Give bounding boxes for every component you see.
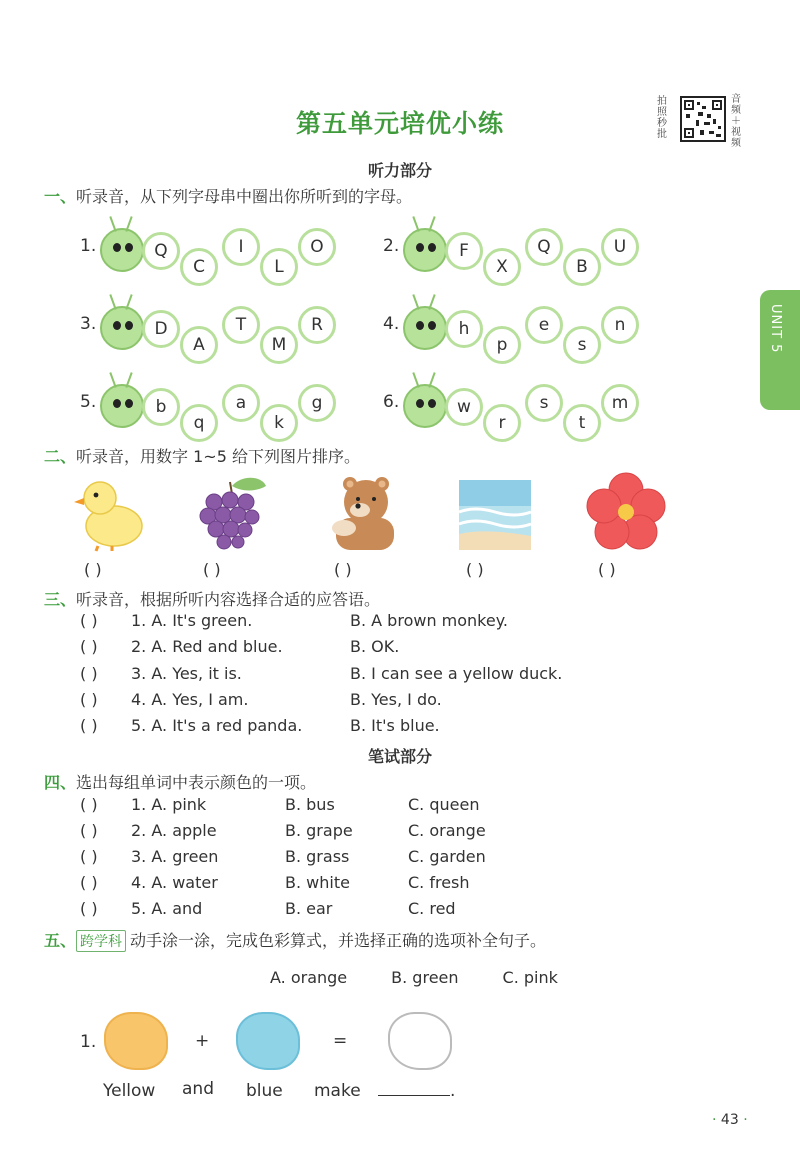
letter-circle[interactable]: M (260, 326, 298, 364)
caterpillar-head (100, 228, 144, 272)
option-a: 1. A. It's green. (131, 611, 253, 630)
section-1-number: 一、 (44, 187, 77, 206)
letter-circle[interactable]: b (142, 388, 180, 426)
word-make: make (314, 1081, 361, 1101)
answer-paren[interactable]: ( ) (80, 611, 98, 630)
answer-paren[interactable]: ( ) (80, 690, 98, 709)
answer-paren[interactable]: ( ) (80, 821, 98, 840)
letter-circle[interactable]: Q (525, 228, 563, 266)
option-b: B. grape (285, 821, 353, 840)
letter-circle[interactable]: s (563, 326, 601, 364)
qr-left-label: 拍照秒批 (657, 96, 667, 140)
section-4-instruction (44, 770, 316, 793)
caterpillar-4 (383, 306, 653, 366)
caterpillar-1 (80, 228, 350, 288)
letter-circle[interactable]: e (525, 306, 563, 344)
blue-paint-blob (236, 1012, 300, 1070)
grapes-image (192, 472, 272, 552)
duck-image (72, 472, 152, 552)
option-a: 4. A. Yes, I am. (131, 690, 249, 709)
section-2-number: 二、 (44, 447, 77, 466)
blank-paint-blob[interactable] (388, 1012, 452, 1070)
option-a: 2. A. apple (131, 821, 217, 840)
section-5-text: 动手涂一涂，完成色彩算式，并选择正确的选项补全句子。 (130, 931, 547, 950)
caterpillar-head (403, 384, 447, 428)
letter-circle[interactable]: C (180, 248, 218, 286)
caterpillar-number: 4. (383, 314, 400, 334)
caterpillar-head (100, 306, 144, 350)
letter-circle[interactable]: I (222, 228, 260, 266)
caterpillar-number: 2. (383, 236, 400, 256)
section-4-text: 选出每组单词中表示颜色的一项。 (76, 773, 317, 792)
option-a: 3. A. green (131, 847, 219, 866)
caterpillar-head (403, 228, 447, 272)
section-5-instruction (44, 928, 546, 952)
word-blue: blue (246, 1081, 283, 1101)
option-b: B. Yes, I do. (350, 690, 442, 709)
caterpillar-number: 6. (383, 392, 400, 412)
letter-circle[interactable]: n (601, 306, 639, 344)
option-c: C. garden (408, 847, 486, 866)
letter-circle[interactable]: p (483, 326, 521, 364)
option-a: 5. A. and (131, 899, 203, 918)
letter-circle[interactable]: g (298, 384, 336, 422)
letter-circle[interactable]: r (483, 404, 521, 442)
caterpillar-6 (383, 384, 653, 444)
letter-circle[interactable]: h (445, 310, 483, 348)
unit-tab[interactable] (760, 290, 800, 410)
qr-code-icon (682, 98, 724, 140)
yellow-paint-blob (104, 1012, 168, 1070)
section-1-text: 听录音，从下列字母串中圈出你所听到的字母。 (76, 187, 413, 206)
caterpillar-3 (80, 306, 350, 366)
option-c: C. red (408, 899, 456, 918)
letter-circle[interactable]: L (260, 248, 298, 286)
option-b: B. white (285, 873, 350, 892)
letter-circle[interactable]: F (445, 232, 483, 270)
answer-paren[interactable]: ( ) (80, 899, 98, 918)
equals-sign: = (333, 1031, 348, 1051)
section-4-number: 四、 (44, 773, 77, 792)
section-1-instruction (44, 184, 412, 207)
picture-answer-paren-2[interactable]: ( ) (203, 560, 221, 579)
section-3-instruction (44, 587, 380, 610)
letter-circle[interactable]: t (563, 404, 601, 442)
option-b: B. OK. (350, 637, 400, 656)
section-2-text: 听录音，用数字 1~5 给下列图片排序。 (76, 447, 360, 466)
qr-right-label: 音频＋视频 (731, 94, 741, 149)
word-yellow: Yellow (103, 1081, 156, 1101)
answer-paren[interactable]: ( ) (80, 664, 98, 683)
caterpillar-number: 1. (80, 236, 97, 256)
caterpillar-number: 3. (80, 314, 97, 334)
section-5-number: 五、 (44, 931, 77, 950)
equation-number: 1. (80, 1032, 97, 1052)
letter-circle[interactable]: R (298, 306, 336, 344)
option-green: B. green (391, 968, 459, 987)
page-number: · 43 · (712, 1112, 748, 1128)
caterpillar-5 (80, 384, 350, 444)
letter-circle[interactable]: k (260, 404, 298, 442)
letter-circle[interactable]: O (298, 228, 336, 266)
section-3-number: 三、 (44, 590, 77, 609)
sea-image (455, 472, 535, 552)
section-3-text: 听录音，根据所听内容选择合适的应答语。 (76, 590, 381, 609)
option-c: C. orange (408, 821, 486, 840)
option-c: C. fresh (408, 873, 470, 892)
section-2-instruction (44, 444, 360, 467)
page-title: 第五单元培优小练 (295, 109, 504, 138)
option-b: B. ear (285, 899, 333, 918)
option-b: B. I can see a yellow duck. (350, 664, 563, 683)
option-a: 3. A. Yes, it is. (131, 664, 242, 683)
letter-circle[interactable]: q (180, 404, 218, 442)
cross-subject-tag: 跨学科 (76, 930, 126, 952)
picture-answer-paren-1[interactable]: ( ) (84, 560, 102, 579)
option-c: C. queen (408, 795, 480, 814)
letter-circle[interactable]: D (142, 310, 180, 348)
option-a: 1. A. pink (131, 795, 207, 814)
letter-circle[interactable]: T (222, 306, 260, 344)
unit-tab-label: UNIT 5 (768, 304, 783, 354)
answer-blank[interactable] (378, 1081, 455, 1101)
sentence-period: . (450, 1081, 456, 1101)
letter-circle[interactable]: U (601, 228, 639, 266)
caterpillar-2 (383, 228, 653, 288)
option-a: 2. A. Red and blue. (131, 637, 283, 656)
page-number-value: 43 (720, 1112, 739, 1128)
caterpillar-head (100, 384, 144, 428)
option-a: 4. A. water (131, 873, 218, 892)
letter-circle[interactable]: m (601, 384, 639, 422)
color-options (270, 968, 602, 987)
picture-answer-paren-3[interactable]: ( ) (334, 560, 352, 579)
flower-image (586, 472, 666, 552)
letter-circle[interactable]: s (525, 384, 563, 422)
picture-answer-paren-4[interactable]: ( ) (466, 560, 484, 579)
caterpillar-head (403, 306, 447, 350)
letter-circle[interactable]: Q (142, 232, 180, 270)
option-b: B. grass (285, 847, 350, 866)
option-b: B. It's blue. (350, 716, 440, 735)
letter-circle[interactable]: B (563, 248, 601, 286)
letter-circle[interactable]: A (180, 326, 218, 364)
letter-circle[interactable]: X (483, 248, 521, 286)
answer-paren[interactable]: ( ) (80, 847, 98, 866)
option-orange: A. orange (270, 968, 348, 987)
answer-paren[interactable]: ( ) (80, 873, 98, 892)
option-b: B. A brown monkey. (350, 611, 508, 630)
caterpillar-number: 5. (80, 392, 97, 412)
answer-paren[interactable]: ( ) (80, 795, 98, 814)
listening-heading: 听力部分 (367, 161, 432, 180)
letter-circle[interactable]: w (445, 388, 483, 426)
picture-answer-paren-5[interactable]: ( ) (598, 560, 616, 579)
bear-image (322, 472, 402, 552)
option-pink: C. pink (502, 968, 558, 987)
option-a: 5. A. It's a red panda. (131, 716, 303, 735)
answer-paren[interactable]: ( ) (80, 637, 98, 656)
option-b: B. bus (285, 795, 335, 814)
word-and: and (182, 1079, 214, 1099)
writing-heading: 笔试部分 (367, 747, 432, 766)
letter-circle[interactable]: a (222, 384, 260, 422)
answer-paren[interactable]: ( ) (80, 716, 98, 735)
plus-sign: + (195, 1031, 210, 1051)
qr-code[interactable] (680, 96, 726, 142)
